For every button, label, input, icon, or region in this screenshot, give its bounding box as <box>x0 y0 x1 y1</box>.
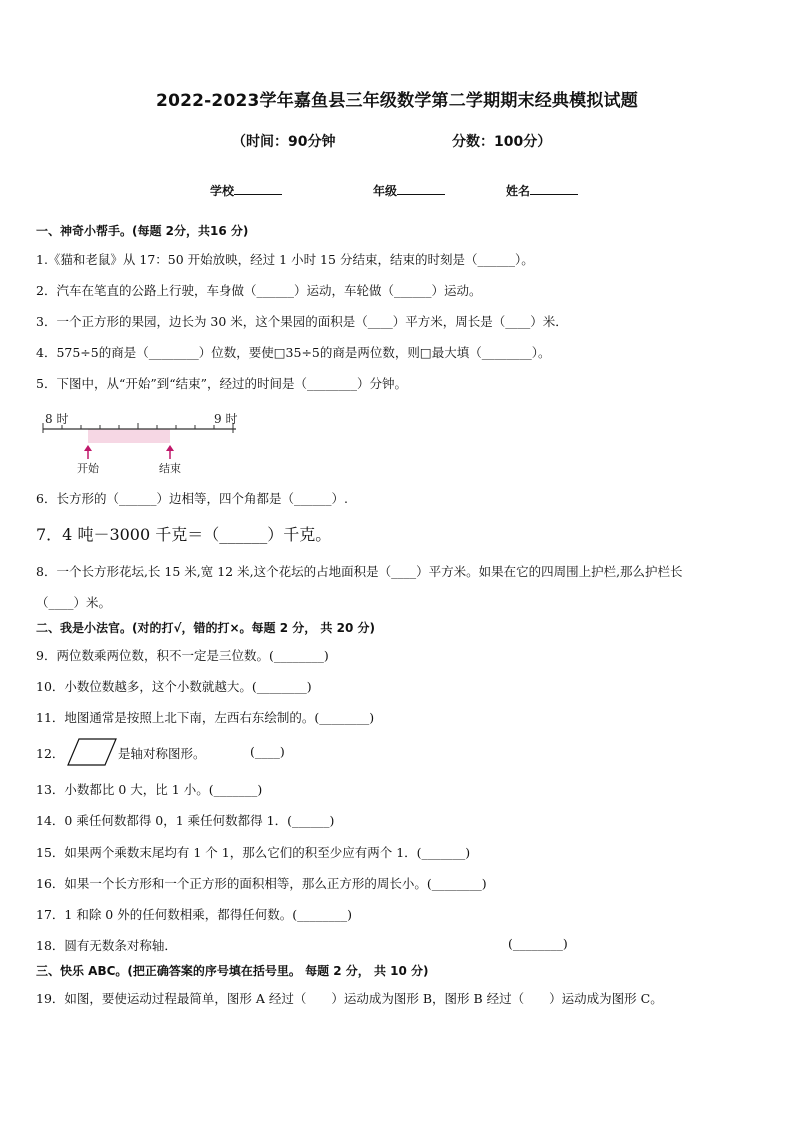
question-11: 11．地图通常是按照上北下南，左西右东绘制的。(________) <box>36 710 375 725</box>
section-3-heading: 三、快乐 ABC。(把正确答案的序号填在括号里。 每题 2 分， 共 10 分) <box>36 964 429 978</box>
name-blank[interactable] <box>530 182 578 195</box>
question-7: 7．4 吨－3000 千克＝（______）千克。 <box>36 525 332 544</box>
question-5: 5．下图中，从“开始”到“结束”，经过的时间是（________）分钟。 <box>36 376 408 391</box>
school-field <box>210 182 282 199</box>
question-3: 3．一个正方形的果园，边长为 30 米，这个果园的面积是（____）平方米，周长是（____）米． <box>36 314 568 329</box>
question-12-text: 是轴对称图形。 <box>118 746 206 761</box>
name-label: 姓名 <box>506 184 531 198</box>
question-10: 10．小数位数越多，这个小数就越大。(________) <box>36 679 312 694</box>
grade-label: 年级 <box>373 184 398 198</box>
question-16: 16．如果一个长方形和一个正方形的面积相等，那么正方形的周长小。(________) <box>36 876 487 891</box>
time-info: （时间：90分钟 <box>232 134 336 150</box>
question-14: 14．0 乘任何数都得 0，1 乘任何数都得 1．(______) <box>36 813 335 828</box>
question-15: 15．如果两个乘数末尾均有 1 个 1，那么它们的积至少应有两个 1．(_______) <box>36 845 471 860</box>
end-label: 结束 <box>159 462 181 475</box>
start-hour-label: 8 时 <box>45 412 69 426</box>
question-2: 2．汽车在笔直的公路上行驶，车身做（______）运动，车轮做（______）运动。 <box>36 283 482 298</box>
question-17: 17．1 和除 0 外的任何数相乘，都得任何数。(________) <box>36 907 352 922</box>
end-arrowhead-icon <box>166 445 174 451</box>
question-4: 4．575÷5的商是（________）位数，要使□35÷5的商是两位数，则□最大填（________）。 <box>36 345 551 360</box>
question-1: 1.《猫和老鼠》从 17：50 开始放映，经过 1 小时 15 分结束，结束的时刻是（______）。 <box>36 252 534 267</box>
question-8-line-2: （____）米。 <box>36 595 112 610</box>
start-label: 开始 <box>77 462 99 475</box>
timeline-figure <box>40 410 250 480</box>
grade-blank[interactable] <box>397 182 445 195</box>
question-19: 19．如图，要使运动过程最简单，图形 A 经过（ ）运动成为图形 B，图形 B 经过（ ）运动成为图形 C。 <box>36 991 663 1006</box>
section-1-heading: 一、神奇小帮手。(每题 2分，共16 分) <box>36 224 249 238</box>
parallelogram-shape <box>67 738 117 766</box>
name-field <box>506 182 578 199</box>
score-info: 分数：100分） <box>452 134 552 150</box>
question-18: 18．圆有无数条对称轴． <box>36 938 177 953</box>
page-title: 2022-2023学年嘉鱼县三年级数学第二学期期末经典模拟试题 <box>156 91 638 111</box>
question-12-blank: (____) <box>250 744 285 759</box>
question-8-line-1: 8．一个长方形花坛,长 15 米,宽 12 米,这个花坛的占地面积是（____）平方米。如果在它的四周围上护栏,那么护栏长 <box>36 564 683 579</box>
question-9: 9．两位数乘两位数，积不一定是三位数。(________) <box>36 648 329 663</box>
school-label: 学校 <box>210 184 235 198</box>
grade-field <box>373 182 445 199</box>
question-18-blank: (________) <box>508 936 568 951</box>
question-13: 13．小数都比 0 大，比 1 小。(_______) <box>36 782 263 797</box>
end-hour-label: 9 时 <box>214 412 238 426</box>
start-arrowhead-icon <box>84 445 92 451</box>
section-2-heading: 二、我是小法官。(对的打√，错的打×。每题 2 分， 共 20 分) <box>36 621 375 635</box>
question-12-number: 12． <box>36 746 65 761</box>
elapsed-band <box>88 429 170 443</box>
school-blank[interactable] <box>234 182 282 195</box>
question-6: 6．长方形的（______）边相等，四个角都是（______）. <box>36 491 348 506</box>
